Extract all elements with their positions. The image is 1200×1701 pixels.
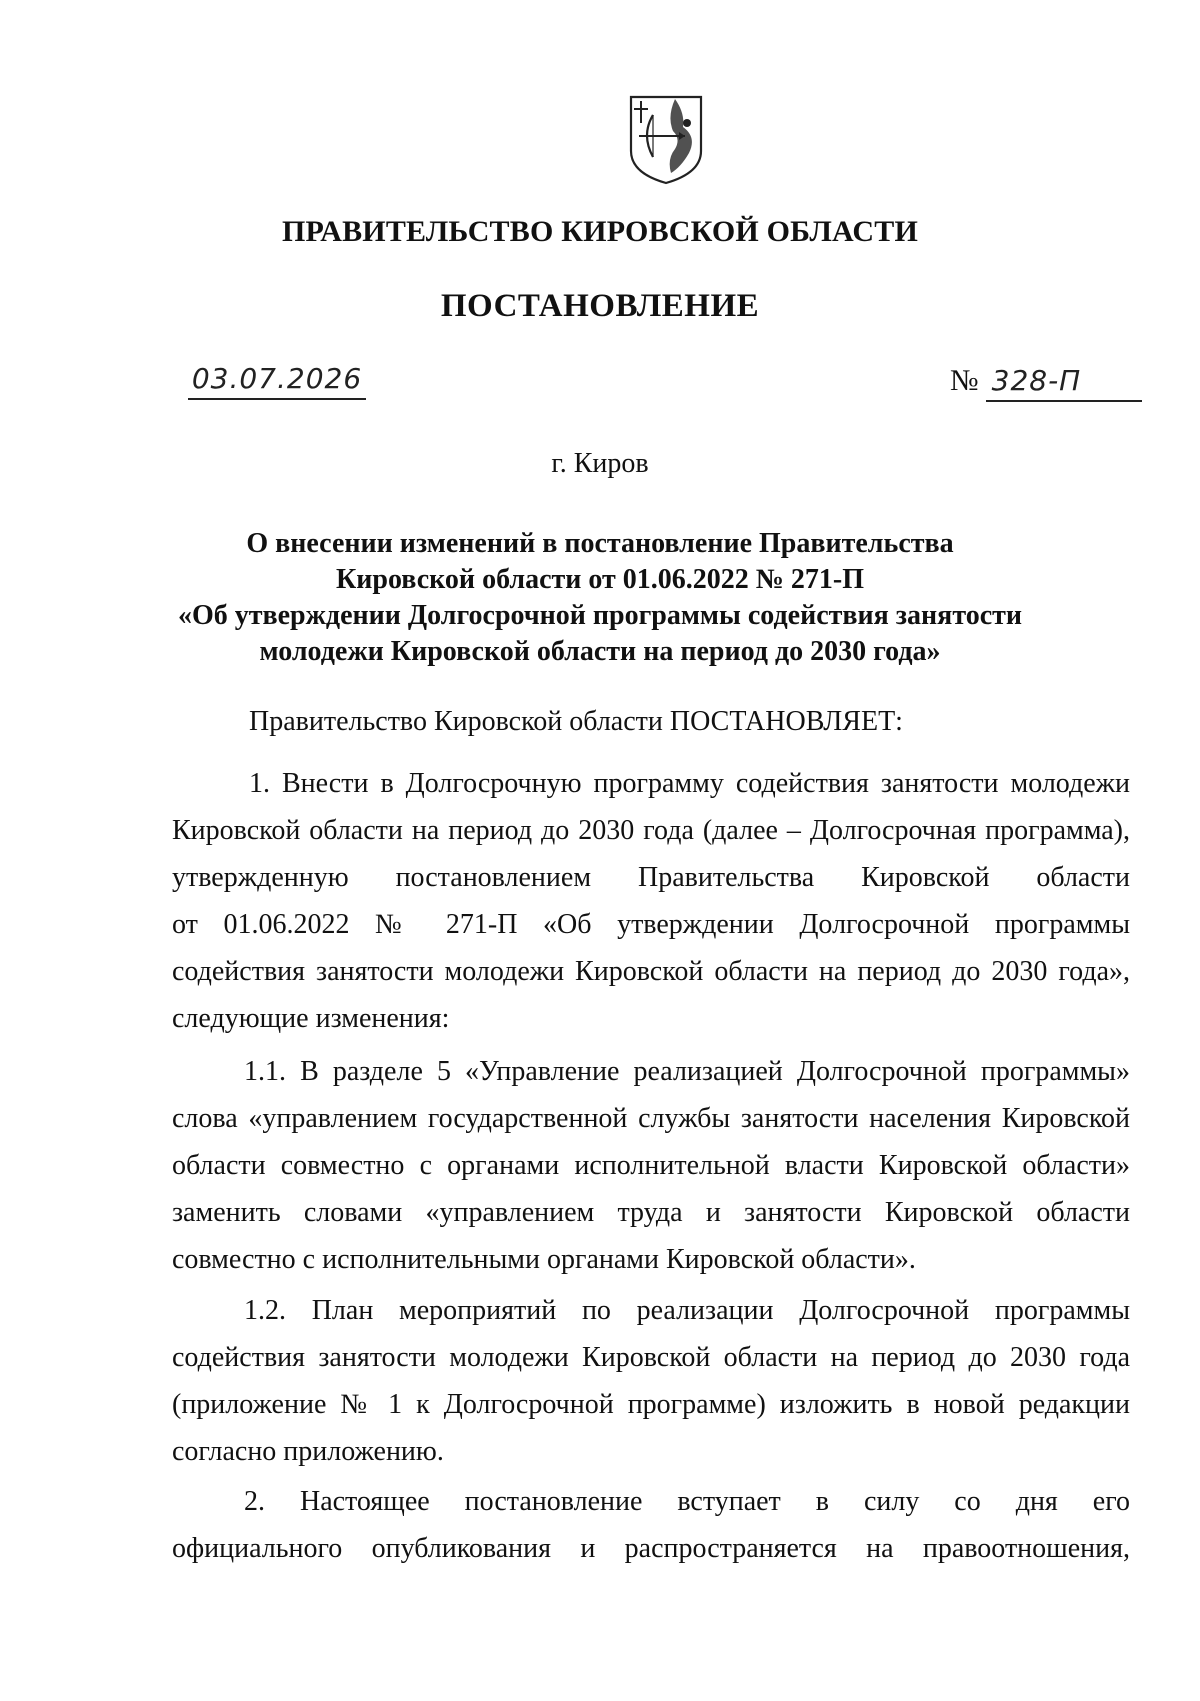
paragraph-2: [172, 1478, 1130, 1572]
document-type: ПОСТАНОВЛЕНИЕ: [440, 288, 760, 324]
number-value: 328-П: [986, 362, 1142, 402]
title-line: «Об утверждении Долгосрочной программы содействия занятости: [177, 600, 1023, 631]
text-line: области совместно с органами исполнительной власти Кировской области»: [172, 1150, 1130, 1181]
text-line: заменить словами «управлением труда и занятости Кировской области: [172, 1197, 1130, 1228]
paragraph-1-1: [172, 1048, 1130, 1283]
intro-sentence: Правительство Кировской области ПОСТАНОВЛЯЕТ:: [249, 706, 903, 737]
document-number: [950, 362, 1142, 400]
number-sign: №: [950, 364, 979, 397]
text-line: официального опубликования и распространяется на правоотношения,: [172, 1533, 1130, 1564]
text-line: следующие изменения:: [172, 1003, 450, 1034]
text-line: согласно приложению.: [172, 1436, 444, 1467]
coat-of-arms-icon: [627, 93, 705, 185]
text-line: (приложение № 1 к Долгосрочной программе) изложить в новой редакции: [172, 1389, 1130, 1420]
text-line: Кировской области на период до 2030 года (далее – Долгосрочная программа),: [172, 815, 1130, 846]
text-line: 1.2. План мероприятий по реализации Долгосрочной программы: [244, 1295, 1130, 1326]
text-line: 1. Внести в Долгосрочную программу содействия занятости молодежи: [249, 768, 1130, 799]
text-line: содействия занятости молодежи Кировской области на период до 2030 года: [172, 1342, 1130, 1373]
text-line: утвержденную постановлением Правительства Кировской области: [172, 862, 1130, 893]
document-title: [0, 526, 1200, 670]
text-line: 2. Настоящее постановление вступает в силу со дня его: [244, 1486, 1130, 1517]
text-line: содействия занятости молодежи Кировской области на период до 2030 года»,: [172, 956, 1130, 987]
paragraph-1: [172, 760, 1130, 1042]
title-line: Кировской области от 01.06.2022 № 271-П: [335, 564, 865, 595]
text-line: 1.1. В разделе 5 «Управление реализацией Долгосрочной программы»: [244, 1056, 1130, 1087]
text-line: совместно с исполнительными органами Кировской области».: [172, 1244, 916, 1275]
city: г. Киров: [551, 448, 649, 479]
document-date: 03.07.2026: [188, 360, 366, 400]
title-line: молодежи Кировской области на период до 2030 года»: [259, 636, 941, 667]
text-line: слова «управлением государственной службы занятости населения Кировской: [172, 1103, 1130, 1134]
paragraph-1-2: [172, 1287, 1130, 1475]
government-name: ПРАВИТЕЛЬСТВО КИРОВСКОЙ ОБЛАСТИ: [282, 215, 918, 248]
text-line: от 01.06.2022 № 271-П «Об утверждении Долгосрочной программы: [172, 909, 1130, 940]
title-line: О внесении изменений в постановление Правительства: [246, 528, 954, 559]
